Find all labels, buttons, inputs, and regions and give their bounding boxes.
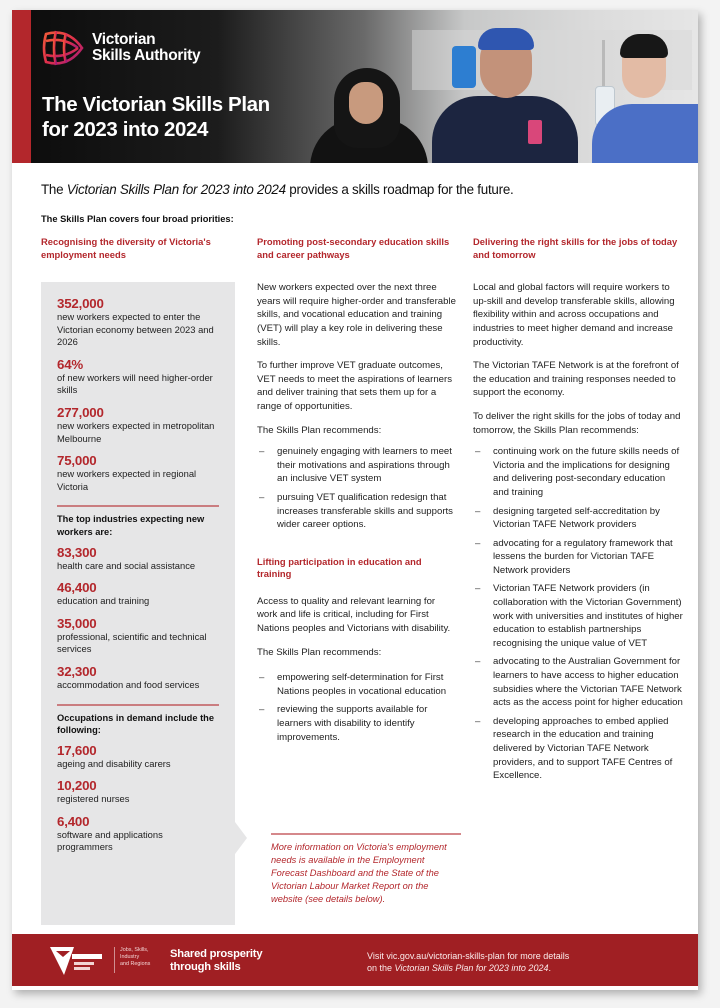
more-info-text: More information on Victoria's employment needs is available in the Employment Forecast Dashboard and the State of the Victorian Labour Market Report on the website (see details below).	[271, 842, 447, 904]
divider	[57, 505, 219, 507]
list-item: – advocating to the Australian Government for learners to have access to higher education subsidies where the Victorian TAFE Network acts as the access point for higher education	[473, 655, 683, 709]
occupation-value: 17,600	[57, 742, 97, 758]
stat-label: of new workers will need higher-order skills	[57, 371, 213, 396]
org-name-line1: Victorian	[92, 31, 156, 48]
photo-person-2-badge	[528, 120, 542, 144]
divider	[271, 833, 461, 835]
section-heading: Promoting post-secondary education skills and career pathways	[257, 236, 450, 260]
paragraph: To deliver the right skills for the jobs of today and tomorrow, the Skills Plan recommends:	[473, 410, 681, 436]
stat-item	[57, 296, 219, 349]
list-item: – designing targeted self-accreditation by Victorian TAFE Network providers	[473, 505, 683, 532]
section-body	[473, 281, 683, 437]
department-line: and Regions	[120, 961, 151, 967]
industry-item	[57, 664, 219, 692]
intro-statement	[41, 182, 514, 197]
visit-plan-name: Victorian Skills Plan for 2023 into 2024	[394, 963, 549, 973]
stat-value: 75,000	[57, 453, 97, 469]
stat-item	[57, 357, 219, 397]
stat-label: new workers expected in metropolitan Melbourne	[57, 419, 215, 444]
section-body	[257, 595, 457, 659]
footer-separator	[114, 947, 115, 973]
column-employment-needs	[41, 236, 237, 261]
stat-label: new workers expected to enter the Victorian economy between 2023 and 2026	[57, 311, 214, 348]
department-line: Industry	[120, 954, 140, 960]
visit-post: .	[548, 963, 551, 973]
column-career-pathways	[257, 236, 457, 749]
occupation-label: registered nurses	[57, 793, 130, 805]
industry-label: education and training	[57, 595, 150, 607]
priorities-intro: The Skills Plan covers four broad priorities:	[41, 214, 234, 224]
industry-value: 83,300	[57, 544, 97, 560]
photo-person-2	[432, 96, 578, 163]
industry-label: accommodation and food services	[57, 678, 200, 690]
recommendations-list	[257, 445, 457, 532]
industry-value: 32,300	[57, 663, 97, 679]
department-line: Jobs, Skills,	[120, 947, 149, 953]
page-title	[42, 92, 270, 142]
industry-label: health care and social assistance	[57, 559, 196, 571]
title-line1: The Victorian Skills Plan	[42, 93, 270, 116]
title-line2: for 2023 into 2024	[42, 118, 208, 141]
list-item: – continuing work on the future skills needs of Victoria and the implications for designing and delivering post-secondary education and training	[473, 445, 683, 499]
column-right-skills	[473, 236, 683, 788]
paragraph: The Skills Plan recommends:	[257, 424, 382, 436]
divider	[57, 704, 219, 706]
occupation-label: software and applications programmers	[57, 828, 163, 853]
occupation-label: ageing and disability carers	[57, 757, 171, 769]
department-name	[120, 947, 150, 968]
industry-value: 35,000	[57, 615, 97, 631]
footer-tagline	[170, 948, 262, 974]
stat-value: 64%	[57, 356, 84, 372]
industry-value: 46,400	[57, 580, 97, 596]
occupation-item	[57, 778, 219, 806]
visit-line2	[367, 962, 569, 974]
industry-item	[57, 580, 219, 608]
org-name	[92, 32, 200, 64]
list-item: – advocating for a regulatory framework that lessens the burden for Victorian TAFE Network providers	[473, 537, 683, 578]
section-heading: Lifting participation in education and training	[257, 555, 422, 580]
stat-label: new workers expected in regional Victoria	[57, 468, 197, 492]
org-name-line2: Skills Authority	[92, 47, 201, 64]
hero-accent-bar	[12, 10, 31, 163]
photo-person-3	[592, 104, 698, 163]
stats-panel	[41, 282, 235, 925]
document-page	[12, 10, 698, 990]
occupation-value: 6,400	[57, 813, 90, 829]
list-item: – developing approaches to embed applied research in the education and training delivered by Victorian TAFE Network providers, and to support TAFE Centres of Excellence.	[473, 715, 683, 783]
stat-item	[57, 405, 219, 445]
industry-label: professional, scientific and technical services	[57, 630, 207, 655]
vsa-logo	[40, 26, 200, 70]
photo-person-2-cap	[478, 28, 534, 50]
paragraph: Local and global factors will require workers to up-skill and develop transferable skills, allowing flexibility within and across occupations and industries to meet higher demand and increase productivity.	[473, 282, 675, 348]
visit-link-text[interactable]: Visit vic.gov.au/victorian-skills-plan for more details	[367, 951, 570, 961]
stats-pointer-arrow	[235, 822, 247, 854]
list-item: – Victorian TAFE Network providers (in collaboration with the Victorian Government) work with universities and institutes of higher education to establish partnerships recognising the unique value of VET	[473, 582, 683, 650]
tagline-line2: through skills	[170, 961, 241, 973]
recommendations-list	[257, 671, 457, 744]
industry-item	[57, 545, 219, 573]
section-heading: Delivering the right skills for the jobs of today and tomorrow	[473, 236, 678, 260]
paragraph: To further improve VET graduate outcomes, VET needs to meet the aspirations of learners and deliver training that sets them up for a range of opportunities.	[257, 360, 453, 412]
hero-banner	[12, 10, 698, 163]
list-item: – empowering self-determination for First Nations peoples in vocational education	[257, 671, 457, 698]
photo-wall-equipment	[452, 46, 476, 88]
paragraph: The Victorian TAFE Network is at the forefront of the education and training responses needed to support the economy.	[473, 360, 679, 399]
more-info-callout	[271, 833, 461, 906]
stat-value: 352,000	[57, 296, 104, 311]
paragraph: New workers expected over the next three years will require higher-order and transferable skills, and vocational education and training (VET) will play a key role in delivering these skills.	[257, 282, 456, 348]
vsa-globe-icon	[40, 26, 86, 70]
stat-value: 277,000	[57, 404, 104, 420]
list-item: – genuinely engaging with learners to meet their motivations and aspirations through an inclusive VET system	[257, 445, 457, 486]
occupation-item	[57, 743, 219, 771]
section-heading: Recognising the diversity of Victoria's employment needs	[41, 236, 211, 260]
photo-person-3-hair	[620, 34, 668, 58]
footer-visit-info	[367, 950, 569, 974]
recommendations-list	[473, 445, 683, 783]
tagline-line1: Shared prosperity	[170, 948, 263, 960]
industries-heading: The top industries expecting new workers are:	[57, 514, 205, 537]
occupation-item	[57, 814, 219, 854]
section-body	[257, 281, 457, 437]
industry-item	[57, 616, 219, 656]
intro-pre: The	[41, 182, 67, 197]
occupation-value: 10,200	[57, 778, 97, 794]
visit-pre: on the	[367, 963, 395, 973]
list-item: – pursuing VET qualification redesign that increases transferable skills and supports wider career options.	[257, 491, 457, 532]
intro-plan-name: Victorian Skills Plan for 2023 into 2024	[66, 182, 286, 197]
list-item: – reviewing the supports available for learners with disability to identify improvements.	[257, 703, 457, 744]
photo-person-1-face	[349, 82, 383, 124]
footer-banner	[12, 934, 698, 986]
occupations-heading: Occupations in demand include the following:	[57, 712, 215, 736]
intro-post: provides a skills roadmap for the future.	[285, 182, 514, 197]
paragraph: Access to quality and relevant learning for work and life is critical, including for First Nations peoples and Victorians with disability.	[257, 595, 451, 635]
paragraph: The Skills Plan recommends:	[257, 646, 382, 658]
stat-item	[57, 453, 219, 493]
victoria-government-logo-icon	[48, 945, 108, 977]
